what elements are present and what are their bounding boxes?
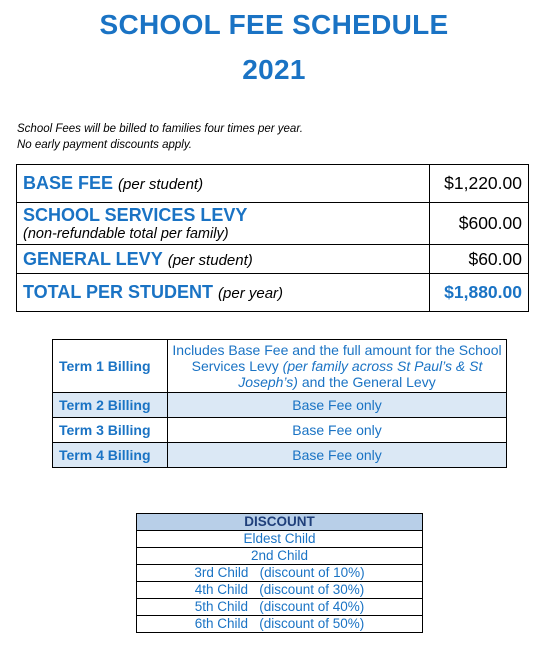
discount-row xyxy=(137,565,423,582)
discount-row xyxy=(137,599,423,616)
billing-row xyxy=(53,443,507,468)
billing-description xyxy=(168,340,507,393)
billing-table xyxy=(52,339,507,468)
fee-row-base xyxy=(17,165,529,203)
fee-row-services-levy xyxy=(17,203,529,245)
discount-table xyxy=(136,513,423,633)
discount-row xyxy=(137,531,423,548)
billing-description: Base Fee only xyxy=(168,418,507,443)
billing-desc-italic: (per family across St Paul’s & St Joseph’s) xyxy=(238,358,483,390)
billing-description: Base Fee only xyxy=(168,393,507,418)
fee-table xyxy=(16,164,529,312)
discount-cell: 5th Child (discount of 40%) xyxy=(137,599,423,616)
discount-note: No early payment discounts apply. xyxy=(17,139,192,151)
fee-label: TOTAL PER STUDENT xyxy=(23,282,214,302)
discount-row xyxy=(137,582,423,599)
discount-cell: 3rd Child (discount of 10%) xyxy=(137,565,423,582)
discount-cell: 4th Child (discount of 30%) xyxy=(137,582,423,599)
billing-desc-part: and the General Levy xyxy=(297,374,436,390)
billing-term: Term 3 Billing xyxy=(53,418,168,443)
fee-amount: $1,220.00 xyxy=(430,165,529,203)
fee-qualifier: (per year) xyxy=(218,285,284,302)
discount-row xyxy=(137,616,423,633)
fee-amount: $60.00 xyxy=(430,245,529,274)
discount-header: DISCOUNT xyxy=(137,514,423,531)
billing-description: Base Fee only xyxy=(168,443,507,468)
billing-term: Term 4 Billing xyxy=(53,443,168,468)
fee-label: SCHOOL SERVICES LEVY xyxy=(23,205,248,225)
page-title: SCHOOL FEE SCHEDULE xyxy=(99,9,449,40)
fee-label: BASE FEE xyxy=(23,173,114,193)
fee-qualifier: (non-refundable total per family) xyxy=(23,226,229,242)
billing-row xyxy=(53,340,507,393)
billing-note: School Fees will be billed to families four times per year. xyxy=(17,123,303,135)
page-year: 2021 xyxy=(242,54,306,85)
discount-cell: Eldest Child xyxy=(137,531,423,548)
discount-cell: 2nd Child xyxy=(137,548,423,565)
billing-term: Term 2 Billing xyxy=(53,393,168,418)
billing-desc-part: Includes Base Fee and the full amount for the School Services Levy xyxy=(172,342,502,374)
fee-row-total xyxy=(17,274,529,312)
fee-amount: $600.00 xyxy=(430,203,529,245)
billing-term: Term 1 Billing xyxy=(53,340,168,393)
discount-header-row xyxy=(137,514,423,531)
billing-row xyxy=(53,418,507,443)
discount-row xyxy=(137,548,423,565)
discount-cell: 6th Child (discount of 50%) xyxy=(137,616,423,633)
fee-label: GENERAL LEVY xyxy=(23,248,163,269)
fee-qualifier: (per student) xyxy=(118,176,204,193)
fee-total-amount: $1,880.00 xyxy=(430,274,529,312)
billing-row xyxy=(53,393,507,418)
fee-qualifier: (per student) xyxy=(167,251,253,269)
fee-row-general-levy xyxy=(17,245,529,274)
